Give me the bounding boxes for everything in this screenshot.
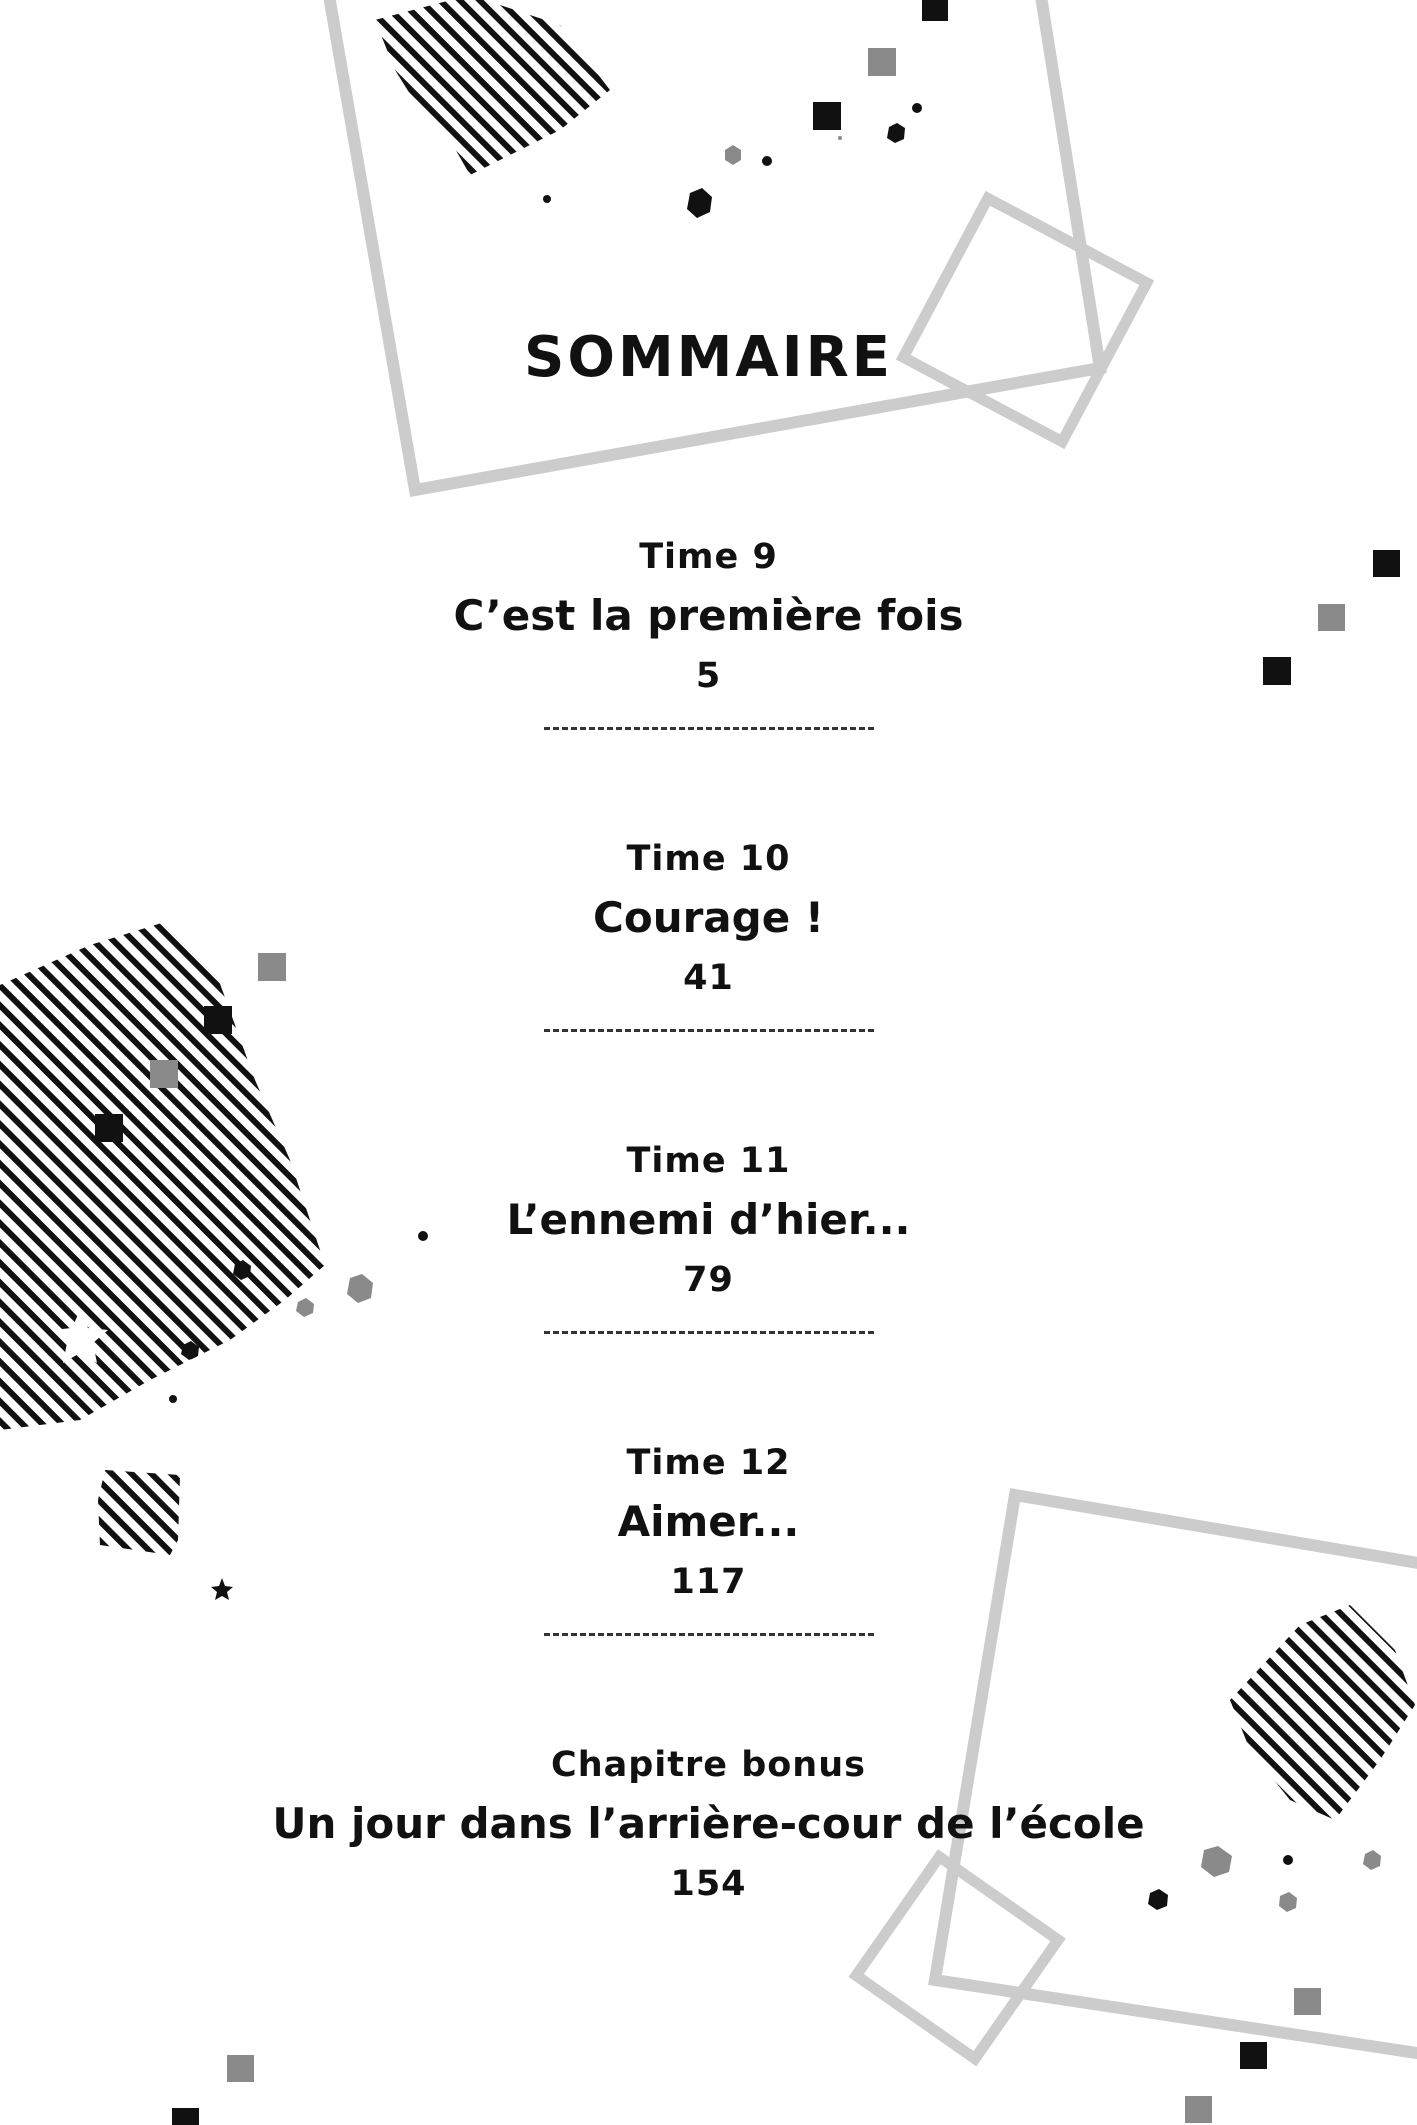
confetti-square (1185, 2096, 1212, 2123)
page-title: SOMMAIRE (524, 325, 893, 390)
chapter-page: 117 (670, 1562, 747, 1602)
chapter-number: Time 12 (626, 1443, 791, 1483)
toc-entry (0, 1738, 1417, 2040)
confetti-dot (543, 195, 551, 203)
confetti-square (227, 2055, 254, 2082)
toc-entry (0, 1436, 1417, 1738)
confetti-hexagon (687, 188, 712, 218)
confetti-dot (762, 156, 772, 166)
chapter-page: 154 (670, 1864, 747, 1904)
confetti-dot (912, 103, 922, 113)
chapter-title: Courage ! (593, 893, 824, 942)
chapter-number: Chapitre bonus (551, 1745, 866, 1785)
dashed-separator (544, 1331, 874, 1334)
confetti-hexagon (725, 145, 741, 165)
confetti-square (1240, 2042, 1267, 2069)
confetti-square (813, 102, 841, 130)
chapter-page: 41 (683, 958, 734, 998)
chapter-number: Time 10 (626, 839, 791, 879)
chapter-number: Time 11 (626, 1141, 791, 1181)
chapter-title: C’est la première fois (453, 591, 964, 640)
chapter-page: 5 (695, 656, 722, 696)
table-of-contents (0, 530, 1417, 2040)
chapter-title: Un jour dans l’arrière-cour de l’école (272, 1799, 1145, 1848)
confetti-square (172, 2108, 199, 2125)
confetti-square (922, 0, 948, 21)
chapter-title: Aimer... (617, 1497, 800, 1546)
dashed-separator (544, 1029, 874, 1032)
toc-entry (0, 832, 1417, 1134)
chapter-number: Time 9 (639, 537, 778, 577)
toc-entry (0, 1134, 1417, 1436)
toc-entry (0, 530, 1417, 832)
top-hatch-blob (375, 0, 610, 175)
confetti-hexagon (887, 123, 905, 143)
top-frame-small (903, 198, 1146, 441)
dashed-separator (544, 727, 874, 730)
chapter-title: L’ennemi d’hier... (506, 1195, 911, 1244)
confetti-square (868, 48, 896, 76)
chapter-page: 79 (683, 1260, 734, 1300)
dashed-separator (544, 1633, 874, 1636)
confetti-dot (838, 136, 842, 140)
